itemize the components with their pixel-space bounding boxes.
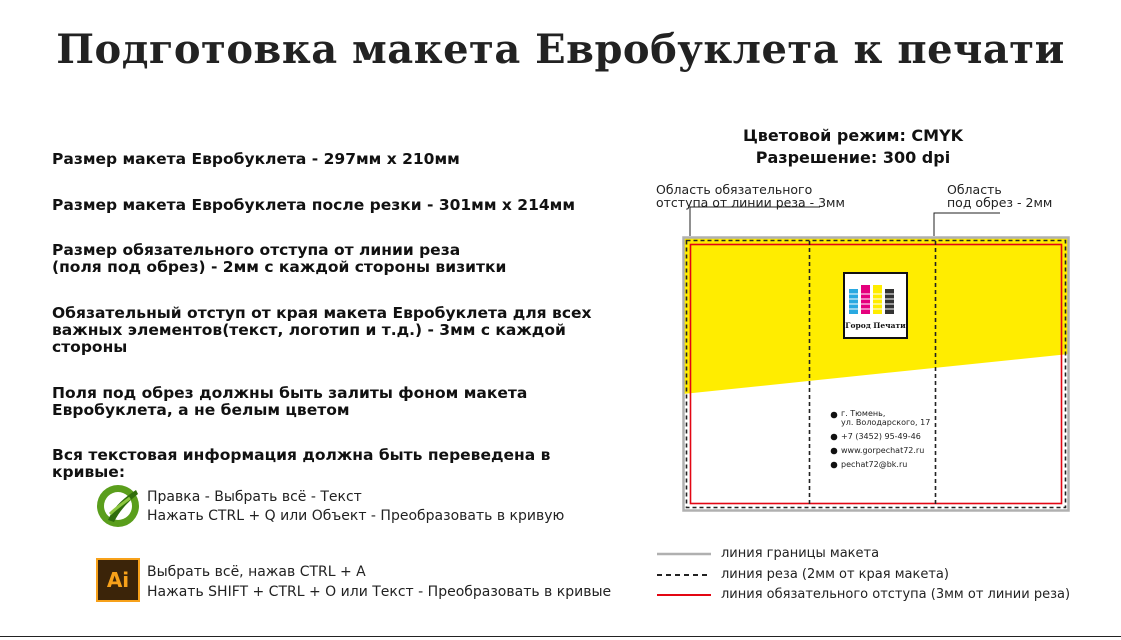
spec-line: (поля под обрез) - 2мм с каждой стороны визитки — [52, 258, 507, 276]
spec-line: Размер обязательного отступа от линии реза — [52, 241, 461, 259]
callout-line: Область обязательного — [656, 182, 813, 197]
callout-line: под обрез - 2мм — [947, 195, 1053, 210]
page-title: Подготовка макета Евробуклета к печати — [56, 26, 1065, 73]
illustrator-step-2: Нажать SHIFT + CTRL + O или Текст - Преобразовать в кривые — [147, 584, 612, 600]
illustrator-step-1: Выбрать всё, нажав CTRL + A — [147, 564, 366, 580]
callout-line: отступа от линии реза - 3мм — [656, 195, 845, 210]
web-icon — [831, 448, 838, 455]
contact-address — [841, 409, 930, 427]
spec-line: Обязательный отступ от края макета Евробуклета для всех — [52, 304, 592, 322]
coreldraw-step-1: Правка - Выбрать всё - Текст — [147, 489, 362, 505]
logo-text: Город Печати — [845, 321, 906, 330]
location-icon — [831, 412, 838, 419]
legend-label-border: линия границы макета — [721, 546, 880, 561]
callout-leader-right — [934, 213, 1000, 236]
legend-label-cut: линия реза (2мм от края макета) — [721, 567, 949, 582]
contact-line: г. Тюмень, — [841, 409, 886, 418]
contact-line: ул. Володарского, 17 — [841, 418, 931, 427]
mail-icon — [831, 462, 838, 469]
spec-line: стороны — [52, 338, 128, 356]
spec-line: Размер макета Евробуклета - 297мм х 210мм — [52, 150, 460, 168]
callout-leader-left — [690, 207, 820, 236]
spec-line: Евробуклета, а не белым цветом — [52, 401, 350, 419]
phone-icon — [831, 434, 838, 441]
contact-email: pechat72@bk.ru — [841, 460, 908, 469]
spec-line: кривые: — [52, 463, 126, 481]
illustrator-icon: Ai — [96, 558, 140, 602]
callout-line: Область — [947, 182, 1002, 197]
spec-line: Поля под обрез должны быть залиты фоном макета — [52, 384, 528, 402]
spec-line: Вся текстовая информация должна быть переведена в — [52, 446, 551, 464]
spec-line: Размер макета Евробуклета после резки - 301мм х 214мм — [52, 196, 575, 214]
spec-line: важных элементов(текст, логотип и т.д.) - 3мм с каждой — [52, 321, 566, 339]
legend-label-safe: линия обязательного отступа (3мм от линии реза) — [721, 587, 1071, 602]
contact-website: www.gorpechat72.ru — [841, 446, 925, 455]
contact-phone: +7 (3452) 95-49-46 — [841, 432, 921, 441]
resolution-label: Разрешение: 300 dpi — [755, 148, 951, 167]
coreldraw-step-2: Нажать CTRL + Q или Объект - Преобразовать в кривую — [147, 508, 565, 524]
color-mode-label: Цветовой режим: CMYK — [742, 126, 964, 145]
